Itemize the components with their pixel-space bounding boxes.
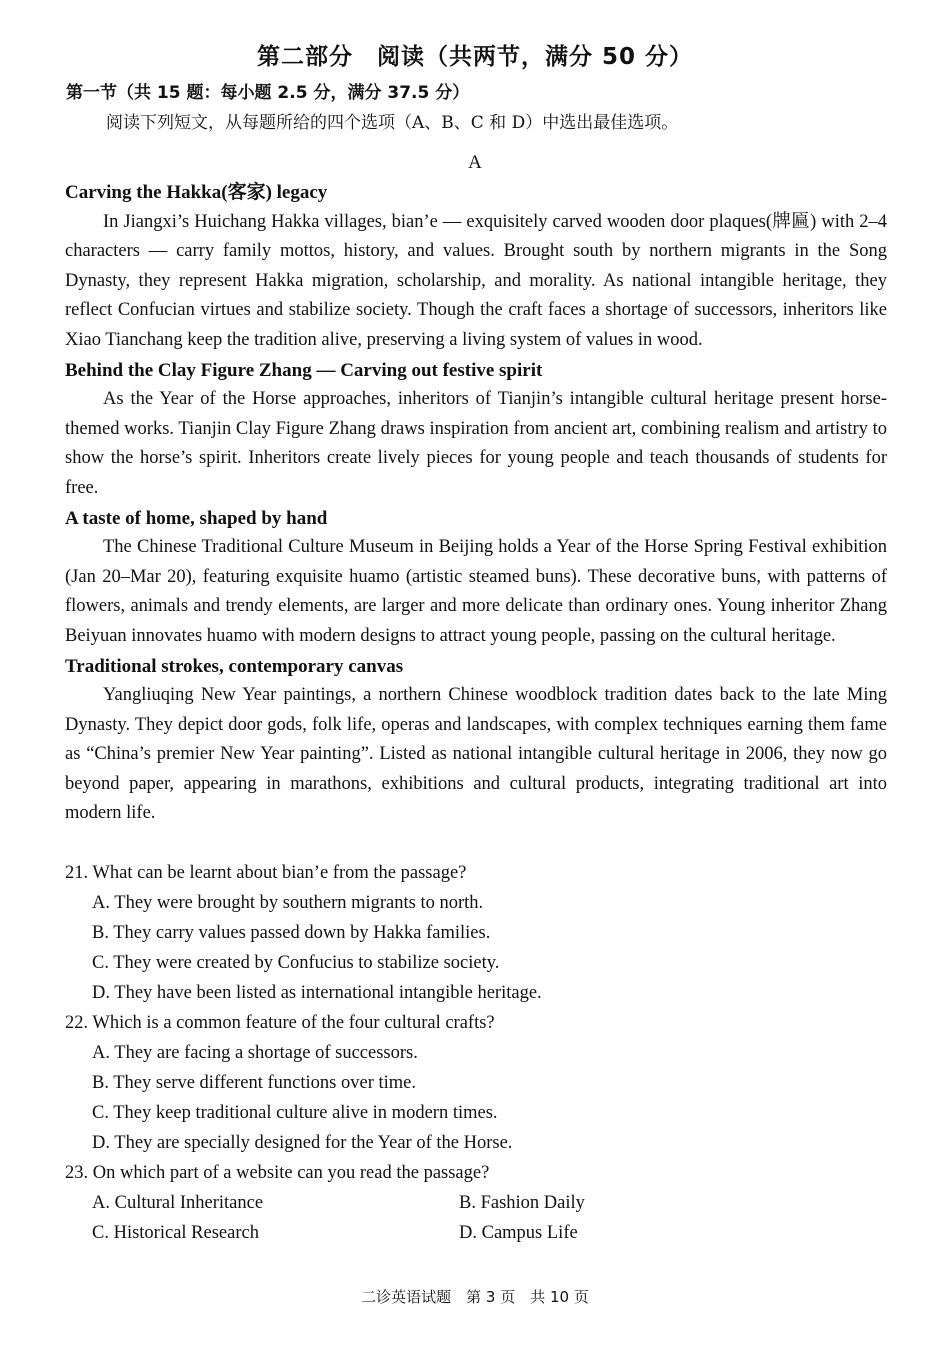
page-footer: 二诊英语试题 第 3 页 共 10 页 xyxy=(361,1288,589,1306)
section-title: 第一节（共 15 题：每小题 2.5 分，满分 37.5 分） xyxy=(66,83,470,103)
option-b: B. They serve different functions over time. xyxy=(92,1073,417,1093)
option-d: D. Campus Life xyxy=(459,1223,578,1243)
passage-body xyxy=(65,178,887,829)
option-c: C. Historical Research xyxy=(92,1223,259,1243)
option-d: D. They are specially designed for the Year of the Horse. xyxy=(92,1133,513,1153)
question-22 xyxy=(65,1008,887,1158)
passage-section xyxy=(65,356,887,504)
question-stem xyxy=(65,1158,887,1188)
option-a: A. Cultural Inheritance xyxy=(92,1193,264,1213)
question-number: 21. xyxy=(65,863,89,883)
section-paragraph: The Chinese Traditional Culture Museum in Beijing holds a Year of the Horse Spring Festival exhibition (Jan 20–Mar 20), featuring exquisite huamo (artistic steamed buns). These decorative buns, with patterns of flowers, animals and trendy elements, are larger and more delicate than ordinary ones. Young inheritor Zhang Beiyuan innovates huamo with modern designs to attract young people, passing on the cultural heritage. xyxy=(65,537,887,646)
question-number: 22. xyxy=(65,1013,89,1033)
option-b: B. They carry values passed down by Hakka families. xyxy=(92,923,491,943)
passage-section xyxy=(65,504,887,652)
option-b: B. Fashion Daily xyxy=(459,1193,585,1213)
section-heading: A taste of home, shaped by hand xyxy=(65,507,328,529)
section-heading: Behind the Clay Figure Zhang — Carving out festive spirit xyxy=(65,359,543,381)
question-stem xyxy=(65,1008,887,1038)
option-d: D. They have been listed as international intangible heritage. xyxy=(92,983,542,1003)
question-text: On which part of a website can you read the passage? xyxy=(92,1163,490,1183)
question-21 xyxy=(65,858,887,1008)
instruction-text: 阅读下列短文，从每题所给的四个选项（A、B、C 和 D）中选出最佳选项。 xyxy=(106,113,679,133)
part-title: 第二部分 阅读（共两节，满分 50 分） xyxy=(256,44,694,70)
passage-section xyxy=(65,652,887,830)
option-a: A. They were brought by southern migrants to north. xyxy=(92,893,484,913)
section-heading: Traditional strokes, contemporary canvas xyxy=(65,655,404,677)
section-paragraph: As the Year of the Horse approaches, inheritors of Tianjin’s intangible cultural heritage present horse-themed works. Tianjin Clay Figure Zhang draws inspiration from ancient art, combining realism and artistry to show the horse’s spirit. Inheritors create lively pieces for young people and teach thousands of students for free. xyxy=(65,389,887,498)
section-paragraph: Yangliuqing New Year paintings, a northern Chinese woodblock tradition dates back to the late Ming Dynasty. They depict door gods, folk life, operas and landscapes, with complex techniques earning them fame as “China’s premier New Year painting”. Listed as national intangible cultural heritage in 2006, they now go beyond paper, appearing in marathons, exhibitions and cultural products, integrating traditional art into modern life. xyxy=(65,685,887,824)
passage-letter: A xyxy=(468,152,482,173)
passage-section xyxy=(65,178,887,356)
question-stem xyxy=(65,858,887,888)
section-heading: Carving the Hakka(客家) legacy xyxy=(65,182,328,203)
option-c: C. They keep traditional culture alive in modern times. xyxy=(92,1103,498,1123)
option-c: C. They were created by Confucius to stabilize society. xyxy=(92,953,500,973)
question-23 xyxy=(65,1158,887,1248)
option-grid xyxy=(65,1188,887,1248)
section-paragraph: In Jiangxi’s Huichang Hakka villages, bian’e — exquisitely carved wooden door plaques(牌匾) with 2–4 characters — carry family mottos, history, and values. Brought south by northern migrants in the Song Dynasty, they represent Hakka migration, scholarship, and morality. As national intangible heritage, they reflect Confucian virtues and stabilize society. Though the craft faces a shortage of successors, inheritors like Xiao Tianchang keep the tradition alive, preserving a living system of values in wood. xyxy=(65,211,887,350)
question-text: Which is a common feature of the four cultural crafts? xyxy=(92,1013,495,1033)
option-a: A. They are facing a shortage of successors. xyxy=(92,1043,418,1063)
question-text: What can be learnt about bian’e from the passage? xyxy=(92,863,467,883)
question-number: 23. xyxy=(65,1163,89,1183)
question-list xyxy=(65,858,887,1248)
